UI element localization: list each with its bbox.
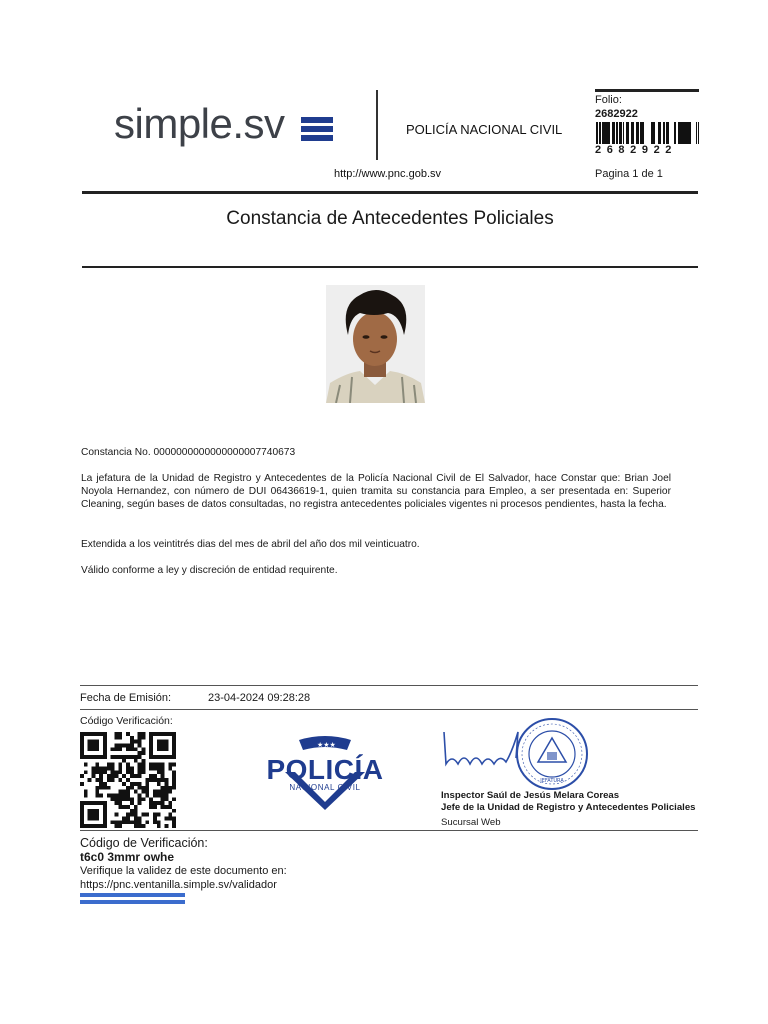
- document-title: Constancia de Antecedentes Policiales: [226, 208, 554, 229]
- police-logo-text: POLICÍA: [266, 754, 384, 785]
- footer-rule-top: [80, 685, 698, 686]
- flag-stripes-icon: [301, 117, 333, 141]
- emission-value: 23-04-2024 09:28:28: [208, 692, 311, 704]
- verification-label-top: Código Verificación:: [80, 715, 173, 727]
- signer-name: Inspector Saúl de Jesús Melara Coreas: [441, 790, 620, 801]
- header-rule: [82, 191, 698, 194]
- signer-title: Jefe de la Unidad de Registro y Antecedentes Policiales: [441, 802, 696, 813]
- folio-label: Folio:: [595, 94, 622, 106]
- police-logo-subtext: NACIONAL CIVIL: [289, 783, 361, 792]
- emission-label: Fecha de Emisión:: [80, 692, 172, 704]
- body-paragraph: La jefatura de la Unidad de Registro y Antecedentes de la Policía Nacional Civil de El Salvador, hace Constar que: Brian Joel Noyola Hernandez, con número de DUI 06436619-1, quien tramita su constancia para Empleo, a ser presentada en: Superior Cleaning, según bases de datos consultadas, no registra antecedentes policiales vigentes ni procesos pendientes, hasta la fecha.: [81, 473, 671, 510]
- footer-rule-mid: [80, 709, 698, 710]
- svg-text:★★★: ★★★: [317, 741, 336, 749]
- constancia-number: Constancia No. 0000000000000000007740673: [81, 447, 296, 458]
- branch-label: Sucursal Web: [441, 817, 501, 828]
- extended-line: Extendida a los veintitrés dias del mes de abril del año dos mil veinticuatro.: [81, 539, 420, 550]
- institution-url[interactable]: http://www.pnc.gob.sv: [334, 168, 441, 180]
- simple-sv-logo-text: simple.sv: [114, 100, 285, 147]
- verification-code: t6c0 3mmr owhe: [80, 850, 175, 864]
- folio-number: 2682922: [595, 108, 638, 120]
- footer-flag-stripes: [80, 893, 185, 907]
- title-rule: [82, 266, 698, 268]
- verify-instructions: Verifique la validez de este documento en:: [80, 865, 287, 877]
- barcode-digits: 2682922: [595, 144, 678, 156]
- page-indicator: Pagina 1 de 1: [595, 168, 663, 180]
- footer-rule-bottom: [80, 830, 698, 831]
- barcode-icon: [595, 122, 699, 144]
- seal-text: JEFATURA: [540, 778, 564, 784]
- header-divider: [376, 90, 378, 160]
- institution-name: POLICÍA NACIONAL CIVIL: [406, 122, 563, 137]
- folio-top-rule: [595, 89, 699, 92]
- applicant-photo: [326, 285, 425, 403]
- qr-code-icon[interactable]: [80, 732, 176, 828]
- official-seal-icon: [514, 716, 590, 792]
- validity-line: Válido conforme a ley y discreción de entidad requirente.: [81, 565, 338, 576]
- verify-url[interactable]: https://pnc.ventanilla.simple.sv/validador: [80, 879, 277, 891]
- verification-code-label: Código de Verificación:: [80, 836, 208, 850]
